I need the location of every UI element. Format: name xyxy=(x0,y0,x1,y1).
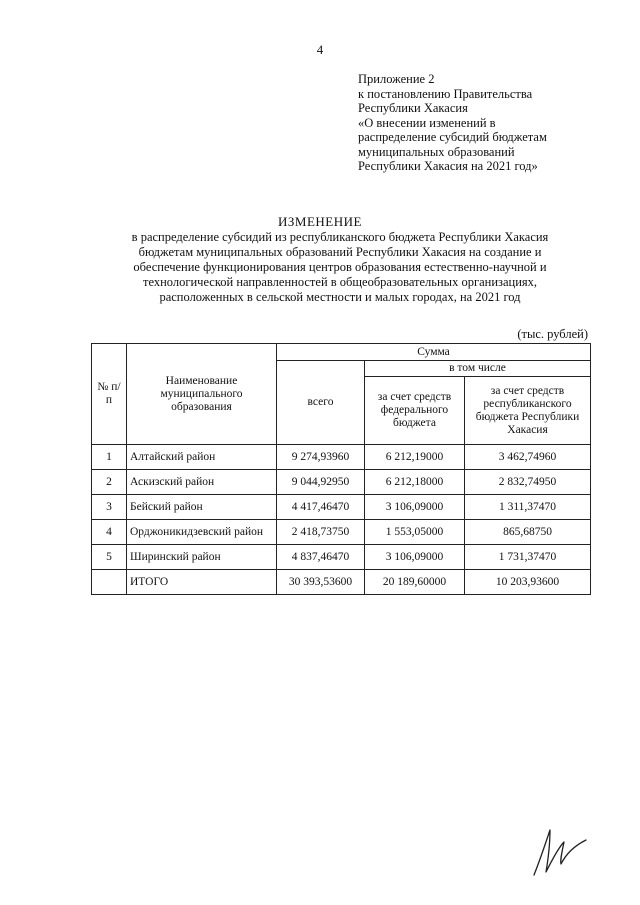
header-sum: Сумма xyxy=(277,344,591,361)
row-federal: 6 212,19000 xyxy=(365,445,465,470)
total-federal: 20 189,60000 xyxy=(365,570,465,595)
appendix-line: муниципальных образований xyxy=(358,144,515,159)
row-federal: 3 106,09000 xyxy=(365,545,465,570)
appendix-line: к постановлению Правительства xyxy=(358,86,533,101)
row-republic: 2 832,74950 xyxy=(465,470,591,495)
appendix-block xyxy=(358,72,618,174)
total-row xyxy=(92,570,591,595)
units-label: (тыс. рублей) xyxy=(517,327,588,341)
total-republic: 10 203,93600 xyxy=(465,570,591,595)
appendix-line: Республики Хакасия xyxy=(358,101,468,115)
page-number: 4 xyxy=(316,42,324,57)
row-num: 2 xyxy=(92,470,127,495)
row-republic: 1 731,37470 xyxy=(465,545,591,570)
table-row xyxy=(92,470,591,495)
subtitle-line: бюджетам муниципальных образований Республики Хакасия на создание и xyxy=(138,245,542,259)
table-row xyxy=(92,545,591,570)
row-name: Аскизский район xyxy=(127,470,277,495)
header-name: Наименование муниципального образования xyxy=(127,344,277,445)
signature-mark xyxy=(526,820,596,880)
row-name: Орджоникидзевский район xyxy=(127,520,277,545)
subsidy-table xyxy=(91,343,591,595)
header-num: № п/п xyxy=(92,344,127,445)
row-num: 5 xyxy=(92,545,127,570)
subtitle-line: в распределение субсидий из республиканского бюджета Республики Хакасия xyxy=(131,230,549,244)
row-total: 4 837,46470 xyxy=(277,545,365,570)
row-name: Алтайский район xyxy=(127,445,277,470)
row-republic: 1 311,37470 xyxy=(465,495,591,520)
appendix-line: Приложение 2 xyxy=(358,72,435,86)
row-num: 1 xyxy=(92,445,127,470)
row-total: 9 274,93960 xyxy=(277,445,365,470)
subtitle-line: расположенных в сельской местности и малых городах, на 2021 год xyxy=(159,290,521,304)
appendix-line: Республики Хакасия на 2021 год» xyxy=(358,159,538,173)
appendix-line: «О внесении изменений в xyxy=(358,115,496,130)
total-sum: 30 393,53600 xyxy=(277,570,365,595)
appendix-line: распределение субсидий бюджетам xyxy=(358,130,547,144)
table-row xyxy=(92,445,591,470)
document-title: ИЗМЕНЕНИЕ xyxy=(278,214,362,229)
header-republic: за счет средств республиканского бюджета Республики Хакасия xyxy=(465,377,591,445)
row-name: Ширинский район xyxy=(127,545,277,570)
row-total: 9 044,92950 xyxy=(277,470,365,495)
row-federal: 1 553,05000 xyxy=(365,520,465,545)
document-subtitle xyxy=(95,230,585,305)
subtitle-line: технологической направленностей в общеобразовательных организациях, xyxy=(142,275,538,289)
row-republic: 865,68750 xyxy=(465,520,591,545)
header-federal: за счет средств федерального бюджета xyxy=(365,377,465,445)
row-republic: 3 462,74960 xyxy=(465,445,591,470)
row-num: 3 xyxy=(92,495,127,520)
row-federal: 3 106,09000 xyxy=(365,495,465,520)
table-row xyxy=(92,495,591,520)
row-federal: 6 212,18000 xyxy=(365,470,465,495)
row-num: 4 xyxy=(92,520,127,545)
total-num-empty xyxy=(92,570,127,595)
header-total: всего xyxy=(277,361,365,445)
row-name: Бейский район xyxy=(127,495,277,520)
row-total: 4 417,46470 xyxy=(277,495,365,520)
header-including: в том числе xyxy=(365,361,591,377)
table-row xyxy=(92,520,591,545)
subtitle-line: обеспечение функционирования центров образования естественно-научной и xyxy=(133,260,547,274)
row-total: 2 418,73750 xyxy=(277,520,365,545)
total-label: ИТОГО xyxy=(127,570,277,595)
